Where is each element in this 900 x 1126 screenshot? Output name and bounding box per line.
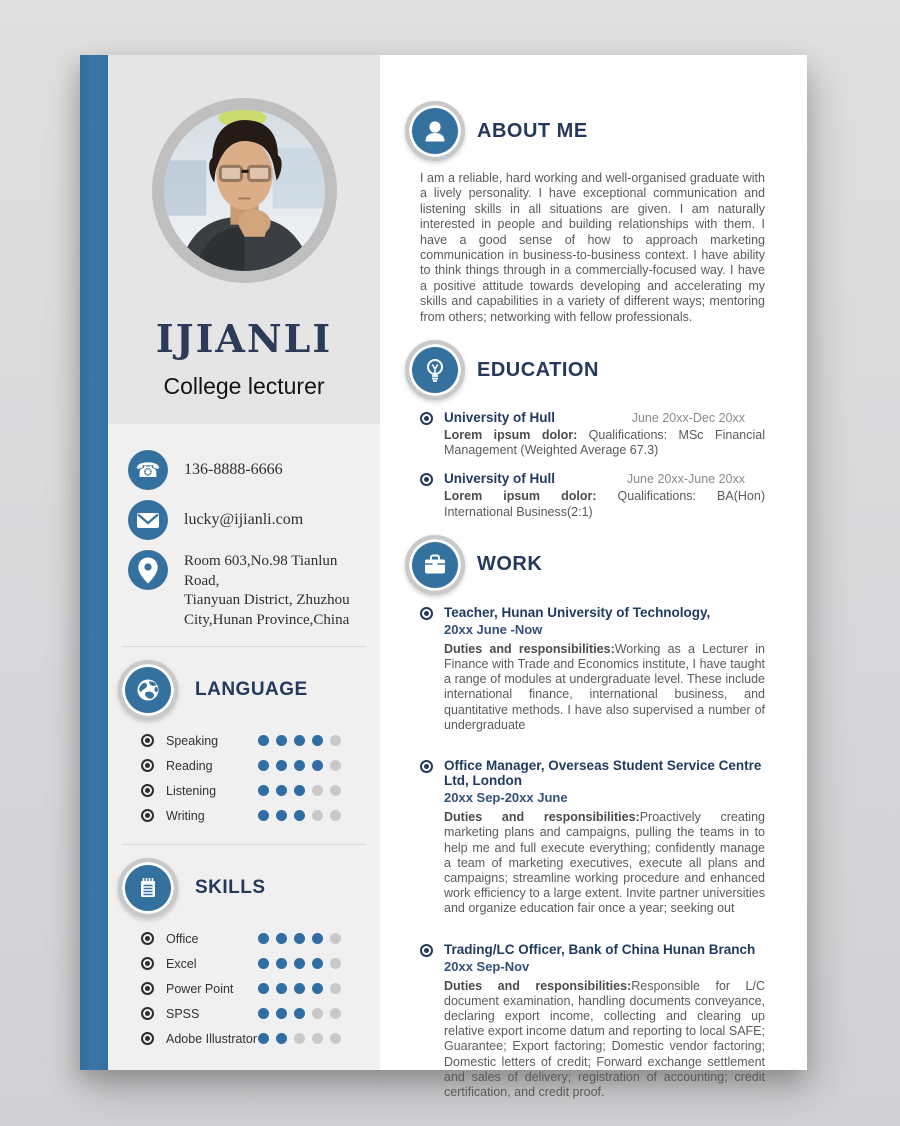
work-entries <box>405 605 765 1100</box>
rating-dot-filled <box>312 760 323 771</box>
work-dates: 20xx Sep-20xx June <box>444 790 568 806</box>
work-dates: 20xx Sep-Nov <box>444 958 530 974</box>
target-bullet-icon <box>141 784 154 797</box>
envelope-icon <box>128 500 168 540</box>
target-bullet-icon <box>141 759 154 772</box>
person-icon <box>405 101 465 161</box>
rating-dots <box>258 810 341 821</box>
rating-dots <box>258 1033 341 1044</box>
contact-section <box>108 450 380 630</box>
address-text: Room 603,No.98 Tianlun Road, Tianyuan District, Zhuzhou City,Hunan Province,China <box>184 553 350 628</box>
education-section <box>405 340 765 520</box>
target-bullet-icon <box>141 734 154 747</box>
rating-dot-empty <box>330 810 341 821</box>
skill-label: Office <box>166 931 199 946</box>
rating-dot-filled <box>312 933 323 944</box>
divider <box>122 844 366 845</box>
rating-dot-filled <box>276 810 287 821</box>
work-heading: WORK <box>477 553 543 576</box>
rating-dot-filled <box>258 810 269 821</box>
skill-label: Adobe Illustrator <box>166 1031 258 1046</box>
language-row <box>141 778 380 803</box>
rating-dot-empty <box>330 760 341 771</box>
work-dates: 20xx June -Now <box>444 621 543 637</box>
rating-dot-filled <box>294 810 305 821</box>
rating-dot-filled <box>258 958 269 969</box>
rating-dot-filled <box>276 760 287 771</box>
rating-dot-filled <box>312 958 323 969</box>
education-entry <box>444 471 765 519</box>
skills-heading: SKILLS <box>195 877 266 898</box>
target-bullet-icon <box>420 944 433 957</box>
rating-dot-filled <box>276 1008 287 1019</box>
language-header <box>118 660 380 720</box>
rating-dot-filled <box>258 760 269 771</box>
rating-dot-filled <box>276 983 287 994</box>
phone-number: 136-8888-6666 <box>184 461 283 478</box>
target-bullet-icon <box>420 473 433 486</box>
rating-dot-filled <box>312 735 323 746</box>
work-description: Duties and responsibilities:Working as a Lecturer in Finance with Trade and Economics institute, I have taught a range of modules at undergraduate level. These include international finance, international business, and quantitative methods. I have also supervised a number of undergraduate <box>444 641 765 732</box>
rating-dot-filled <box>276 933 287 944</box>
skill-row <box>141 1001 380 1026</box>
institution: University of Hull <box>444 471 556 487</box>
about-section <box>405 101 765 325</box>
rating-dot-filled <box>294 983 305 994</box>
skill-label: Excel <box>166 956 197 971</box>
language-label: Speaking <box>166 733 219 748</box>
portrait-illustration <box>164 110 325 271</box>
profile-photo <box>152 98 337 283</box>
about-heading: ABOUT ME <box>477 119 588 142</box>
target-bullet-icon <box>141 982 154 995</box>
location-pin-icon <box>128 550 168 590</box>
rating-dot-empty <box>330 1033 341 1044</box>
rating-dot-filled <box>294 958 305 969</box>
education-description: Lorem ipsum dolor: Qualifications: BA(Hon) International Business(2:1) <box>444 489 765 519</box>
language-heading: LANGUAGE <box>195 679 308 700</box>
divider <box>122 646 366 647</box>
skills-list <box>108 926 380 1051</box>
language-row <box>141 803 380 828</box>
target-bullet-icon <box>141 809 154 822</box>
briefcase-icon <box>405 535 465 595</box>
rating-dot-filled <box>276 958 287 969</box>
target-bullet-icon <box>420 412 433 425</box>
contact-email-row <box>128 500 372 540</box>
contact-phone-row <box>128 450 372 490</box>
email-address: lucky@ijianli.com <box>184 511 304 528</box>
work-title: Teacher, Hunan University of Technology, <box>444 604 711 620</box>
rating-dots <box>258 785 341 796</box>
target-bullet-icon <box>141 1032 154 1045</box>
education-heading: EDUCATION <box>477 358 599 381</box>
rating-dot-empty <box>330 933 341 944</box>
language-row <box>141 753 380 778</box>
work-entry <box>444 758 765 916</box>
resume-page <box>80 55 807 1099</box>
skill-label: Power Point <box>166 981 234 996</box>
rating-dots <box>258 983 341 994</box>
rating-dot-empty <box>312 810 323 821</box>
work-description: Duties and responsibilities:Responsible for L/C document examination, handling documents conveyance, declaring export income, collecting and clearing up relative export income datum and reporting to local SAFE; Guarantee; Export factoring; Domestic vendor factoring; Domestic letters of credit; Forward exchange settlement and sales of delivery; registration of accounting; credit certification, and credit proof. <box>444 978 765 1099</box>
rating-dot-filled <box>258 1033 269 1044</box>
rating-dot-filled <box>258 933 269 944</box>
institution: University of Hull <box>444 410 556 426</box>
work-section <box>405 535 765 1100</box>
language-label: Writing <box>166 808 205 823</box>
rating-dot-empty <box>330 958 341 969</box>
language-label: Listening <box>166 783 217 798</box>
rating-dots <box>258 735 341 746</box>
contact-address-row <box>128 550 372 630</box>
rating-dot-empty <box>330 735 341 746</box>
work-title: Trading/LC Officer, Bank of China Hunan Branch <box>444 941 756 957</box>
rating-dots <box>258 933 341 944</box>
work-title: Office Manager, Overseas Student Service Centre Ltd, London <box>444 758 762 789</box>
lightbulb-icon <box>405 340 465 400</box>
rating-dot-filled <box>276 785 287 796</box>
education-entries <box>405 410 765 520</box>
skills-header <box>118 858 380 918</box>
target-bullet-icon <box>420 760 433 773</box>
education-entry-head <box>444 410 765 425</box>
about-header <box>405 101 765 161</box>
phone-icon: ☎ <box>128 450 168 490</box>
rating-dot-filled <box>276 1033 287 1044</box>
rating-dot-empty <box>312 1008 323 1019</box>
education-description: Lorem ipsum dolor: Qualifications: MSc Financial Management (Weighted Average 67.3) <box>444 428 765 458</box>
sidebar <box>108 55 380 1070</box>
rating-dot-filled <box>294 760 305 771</box>
target-bullet-icon <box>420 607 433 620</box>
rating-dot-filled <box>258 735 269 746</box>
education-header <box>405 340 765 400</box>
education-entry-head <box>444 471 765 486</box>
rating-dot-empty <box>294 1033 305 1044</box>
work-entry <box>444 605 765 733</box>
skill-row <box>141 1026 380 1051</box>
rating-dot-empty <box>312 1033 323 1044</box>
rating-dots <box>258 1008 341 1019</box>
globe-icon <box>118 660 178 720</box>
name: IJIANLI <box>155 316 333 361</box>
education-dates: June 20xx-June 20xx <box>626 472 745 487</box>
work-entry <box>444 942 765 1101</box>
language-row <box>141 728 380 753</box>
rating-dot-filled <box>294 1008 305 1019</box>
skills-section <box>108 858 380 1051</box>
notepad-icon <box>118 858 178 918</box>
rating-dot-filled <box>294 785 305 796</box>
rating-dots <box>258 958 341 969</box>
target-bullet-icon <box>141 957 154 970</box>
rating-dot-filled <box>258 983 269 994</box>
skill-label: SPSS <box>166 1006 200 1021</box>
skill-row <box>141 976 380 1001</box>
rating-dot-empty <box>330 1008 341 1019</box>
education-dates: June 20xx-Dec 20xx <box>631 411 745 426</box>
skill-row <box>141 951 380 976</box>
target-bullet-icon <box>141 932 154 945</box>
rating-dot-empty <box>312 785 323 796</box>
rating-dot-filled <box>294 735 305 746</box>
rating-dot-empty <box>330 983 341 994</box>
sidebar-lower <box>108 424 380 1070</box>
binding-spine <box>80 55 108 1070</box>
rating-dot-empty <box>330 785 341 796</box>
work-header <box>405 535 765 595</box>
rating-dot-filled <box>294 933 305 944</box>
rating-dots <box>258 760 341 771</box>
target-bullet-icon <box>141 1007 154 1020</box>
work-description: Duties and responsibilities:Proactively creating marketing plans and campaigns, pulling the teams in to help me and full execute everything; confidently manage a team of marketing executives, execute all plans and campaigns; streamline working procedure and enhanced work efficiency to a large extent. Invite partner universities and organize education fair once a year; seeking out <box>444 810 765 916</box>
skill-row <box>141 926 380 951</box>
job-title: College lecturer <box>163 373 325 399</box>
profile-section <box>108 55 380 424</box>
language-label: Reading <box>166 758 213 773</box>
main-column <box>380 55 807 1099</box>
language-list <box>108 728 380 828</box>
education-entry <box>444 410 765 458</box>
rating-dot-filled <box>258 785 269 796</box>
language-section <box>108 660 380 828</box>
rating-dot-filled <box>276 735 287 746</box>
about-text: I am a reliable, hard working and well-organised graduate with a lively personality. I have exceptional communication and listening skills in all situations are given. I am naturally interested in people and building relationships with them. I have a good sense of how to approach marketing communication in business-to-business context. I have ability to think things through in a commercially-focused way. I have a positive attitude towards developing and accelerating my skills and capabilities in a variety of different ways; mentoring from others; networking with fellow professionals. <box>420 171 765 324</box>
rating-dot-filled <box>312 983 323 994</box>
rating-dot-filled <box>258 1008 269 1019</box>
